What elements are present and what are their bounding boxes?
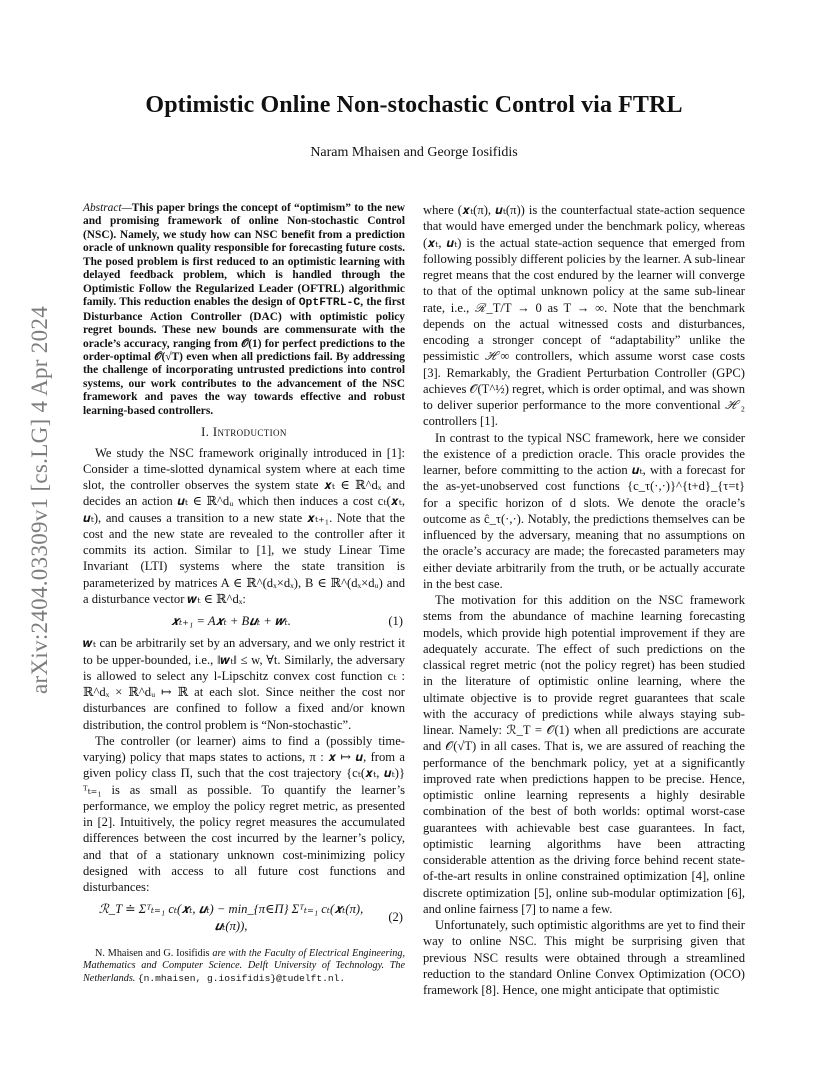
intro-paragraph-1: We study the NSC framework originally introduced in [1]: Consider a time-slotted dynamical system where at each time slot, the controller observes the system state 𝒙ₜ ∈ ℝ^dₓ and decides an action 𝒖ₜ ∈ ℝ^dᵤ which then induces a cost cₜ(𝒙ₜ, 𝒖ₜ), and causes a transition to a new state 𝒙ₜ₊₁. Note that the cost and the new state are revealed to the controller after it commits its action. Similar to [1], we study Linear Time Invariant (LTI) systems where the state transition is parameterized by matrices A ∈ ℝ^(dₓ×dₓ), B ∈ ℝ^(dₓ×dᵤ) and a disturbance vector 𝒘ₜ ∈ ℝ^dₓ:	[83, 445, 405, 606]
right-column	[423, 202, 745, 998]
arxiv-identifier: arXiv:2404.03309v1 [cs.LG] 4 Apr 2024	[27, 306, 52, 694]
equation-1-number: (1)	[388, 614, 403, 628]
abstract-label: Abstract—	[83, 202, 132, 214]
algorithm-name: OptFTRL-C	[298, 297, 361, 310]
abstract-text-before: This paper brings the concept of “optimism” to the new and promising framework of online Non-stochastic Control (NSC). Namely, we study how can NSC benefit from a prediction oracle of unknown quality responsible for forecasting future costs. The posed problem is first reduced to an optimistic learning with delayed feedback problem, which is handled through the Optimistic Follow the Regularized Leader (OFTRL) algorithmic family. This reduction enables the design of	[83, 202, 405, 309]
footnote-affiliation: are with the Faculty of Electrical Engineering, Mathematics and Computer Science. Delft University of Technology. The Netherlands.	[83, 947, 406, 984]
paper-authors: Naram Mhaisen and George Iosifidis	[310, 145, 518, 160]
footnote-email: {n.mhaisen, g.iosifidis}@tudelft.nl.	[137, 972, 346, 984]
left-column	[83, 202, 405, 986]
equation-1-body: 𝒙ₜ₊₁ = A𝒙ₜ + B𝒖ₜ + 𝒘ₜ.	[171, 614, 291, 628]
abstract	[83, 202, 405, 418]
equation-2-number: (2)	[388, 910, 403, 925]
right-paragraph-2: In contrast to the typical NSC framework, here we consider the existence of a prediction oracle. This oracle provides the learner, before committing to the action 𝒖ₜ, with a forecast for the as-yet-unobserved cost functions {c_τ(·,·)}^{t+d}_{τ=t} for a specific horizon of d slots. We denote the oracle’s outcome as ĉ_τ(·,·). Notably, the predictions themselves can be influenced by the adversary, meaning that no assumptions on the oracle’s accuracy are made; the forecasted parameters may either deviate arbitrarily from the truth, or be actually accurate in the best case.	[423, 430, 745, 591]
equation-1	[83, 613, 405, 629]
arxiv-stamp	[18, 300, 62, 700]
equation-2-body: ℛ_T ≐ Σᵀₜ₌₁ cₜ(𝒙ₜ, 𝒖ₜ) − min_{π∈Π} Σᵀₜ₌₁ cₜ(𝒙ₜ(π), 𝒖ₜ(π)),	[98, 902, 364, 933]
right-paragraph-3: The motivation for this addition on the NSC framework stems from the abundance of machine learning forecasting models, which provide high potential improvement if they are adequately accurate. The effect of such predictions on the classical regret metric (not the policy regret) has been studied in the literature of optimistic online learning, where the ultimate objective is to provide regret guarantees that scale with the accuracy of predictions while always staying sub-linear. Namely: ℛ_T = 𝒪(1) when all predictions are accurate and 𝒪(√T) in all cases. That is, we are assured of reaching the performance of the benchmark policy, yet at a significantly improved rate when predictions happen to be precise. Hence, optimistic online learning represents a highly desirable combination of the best of both worlds: optimal worst-case guarantees with achievable best case guarantees. In fact, optimistic learning algorithms have been attracting considerable attention as the driving force behind recent state-of-the-art results in online constrained optimization [4], online discrete optimization [5], online sub-modular optimization [6], and online fairness [7] to name a few.	[423, 593, 745, 916]
intro-paragraph-2: 𝒘ₜ can be arbitrarily set by an adversary, and we only restrict it to be upper-bounded, i.e., ‖𝒘ₜ‖ ≤ w, ∀t. Similarly, the adversary is allowed to select any l-Lipschitz convex cost function cₜ : ℝ^dₓ × ℝ^dᵤ ↦ ℝ at each slot. Since neither the cost nor disturbances are confined to follow a fixed and/or known distribution, the control problem is “Non-stochastic”.	[83, 636, 405, 732]
equation-2	[83, 901, 405, 934]
right-paragraph-4: Unfortunately, such optimistic algorithms are yet to find their way to online NSC. This might be surprising given that previous NSC results were obtained through a streamlined reduction to the standard Online Convex Optimization (OCO) framework [8]. Hence, one might anticipate that optimistic	[423, 918, 745, 997]
footnote-names: N. Mhaisen and G. Iosifidis	[95, 947, 210, 959]
paper-title: Optimistic Online Non-stochastic Control via FTRL	[145, 92, 683, 118]
right-paragraph-1: where (𝒙ₜ(π), 𝒖ₜ(π)) is the counterfactual state-action sequence that would have emerged under the benchmark policy, whereas (𝒙ₜ, 𝒖ₜ) is the actual state-action sequence that emerged from following possibly different policies by the learner. A sub-linear regret means that the cost endured by the learner will converge to that of the optimal unknown policy at the same sub-linear rate, i.e., ℛ_T/T → 0 as T → ∞. Note that the benchmark depends on the actual witnessed costs and disturbances, encoding a stronger concept of “adaptability” unlike the pessimistic ℋ∞ controllers, which assume worst case costs [3]. Remarkably, the Gradient Perturbation Controller (GPC) achieves 𝒪(T^½) regret, which is order optimal, and was shown to deliver superior performance to the more conventional ℋ₂ controllers [1].	[423, 203, 745, 429]
abstract-text-after: , the first Disturbance Action Controller (DAC) with optimistic policy regret bounds. These new bounds are commensurate with the oracle’s accuracy, ranging from 𝒪(1) for perfect predictions to the order-optimal 𝒪(√T) even when all predictions fail. By addressing the challenge of incorporating untrusted predictions into control systems, our work contributes to the advancement of the NSC framework and paves the way towards effective and robust learning-based controllers.	[83, 296, 405, 417]
intro-paragraph-3: The controller (or learner) aims to find a (possibly time-varying) policy that maps states to actions, π : 𝒙 ↦ 𝒖, from a given policy class Π, such that the cost trajectory {cₜ(𝒙ₜ, 𝒖ₜ)}ᵀₜ₌₁ is as small as possible. To quantify the learner’s performance, we employ the policy regret metric, as presented in [2]. Intuitively, the policy regret measures the accumulated differences between the cost incurred by the learner’s policy, and that of a stationary unknown cost-minimizing policy designed with access to all future cost functions and disturbances:	[83, 733, 405, 894]
author-footnote	[83, 948, 405, 986]
section-heading: I. Introduction	[201, 425, 287, 440]
